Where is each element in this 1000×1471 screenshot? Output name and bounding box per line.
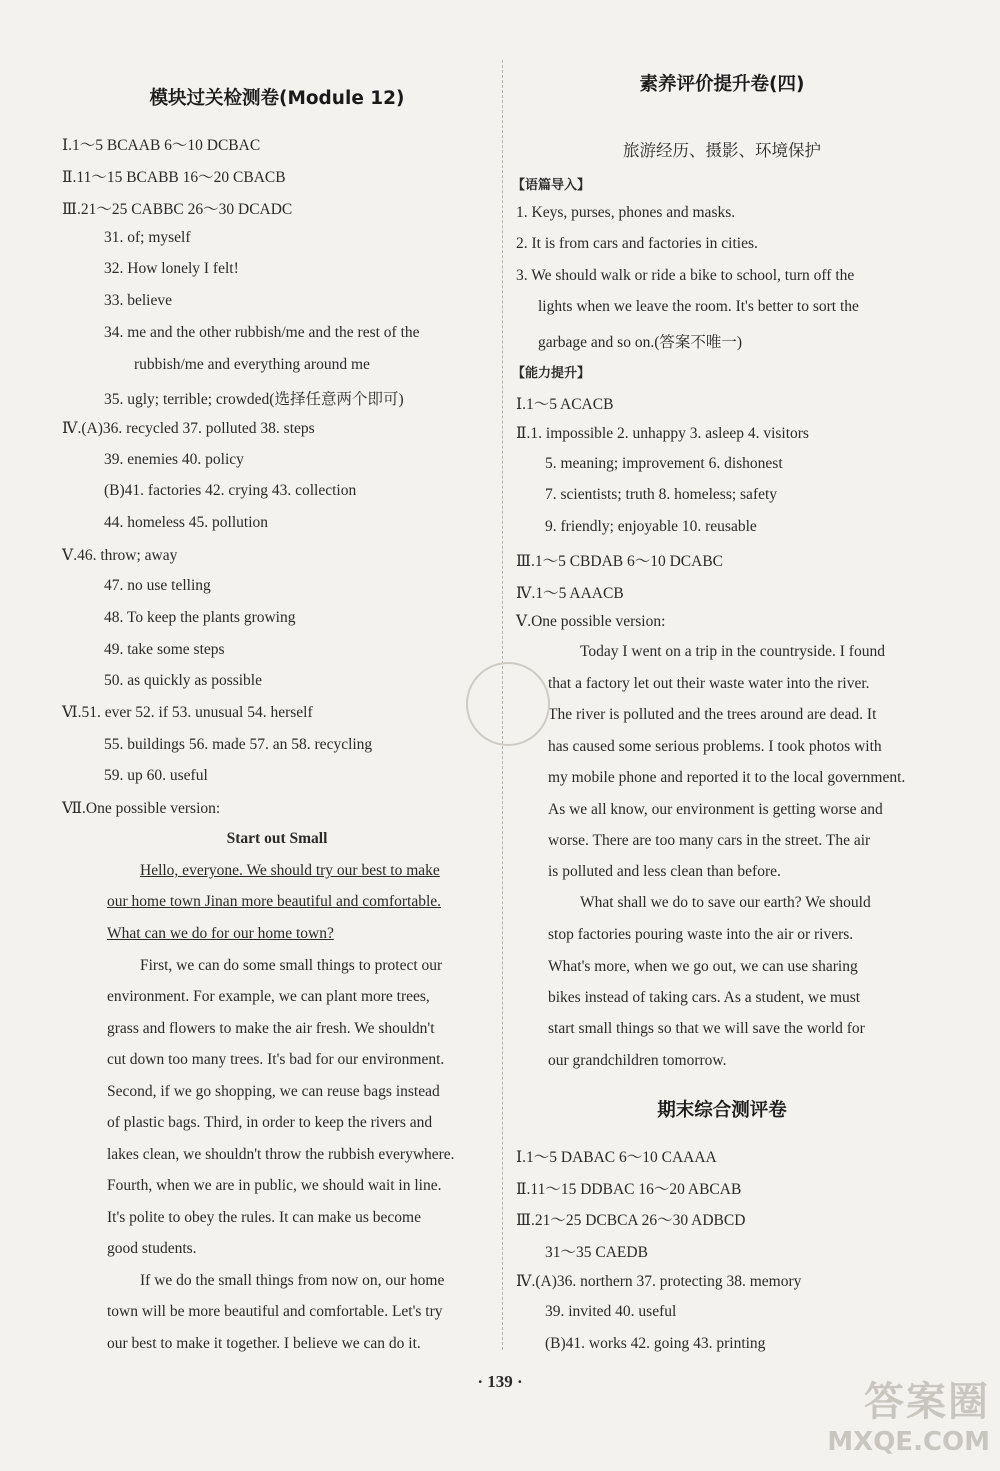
answer-line: 32. How lonely I felt! [104,260,239,277]
essay-line: If we do the small things from now on, our home [140,1272,445,1289]
intro-line: lights when we leave the room. It's better to sort the [538,298,859,315]
faded-stamp [466,662,550,746]
answer-line: 7. scientists; truth 8. homeless; safety [545,486,778,503]
essay-line: of plastic bags. Third, in order to keep the rivers and [107,1114,433,1131]
answer-line: Ⅰ.1～5 DABAC 6～10 CAAAA [516,1149,717,1166]
essay-title: Start out Small [226,830,328,847]
answer-line: Ⅲ.1～5 CBDAB 6～10 DCABC [516,553,724,570]
intro-line: garbage and so on.(答案不唯一) [538,334,743,351]
answer-line: 49. take some steps [104,641,225,658]
answer-line: 39. enemies 40. policy [104,451,244,468]
tag-intro: 【语篇导入】 [512,178,591,193]
essay-line: Today I went on a trip in the countryside. I found [580,643,885,660]
answer-line: 44. homeless 45. pollution [104,514,269,531]
intro-line: 3. We should walk or ride a bike to school, turn off the [516,267,855,284]
essay-line: What can we do for our home town? [107,925,334,942]
essay-line: environment. For example, we can plant more trees, [107,988,430,1005]
answer-line: 34. me and the other rubbish/me and the rest of the [104,324,420,341]
answer-line: 47. no use telling [104,577,211,594]
essay-line: grass and flowers to make the air fresh. We shouldn't [107,1020,435,1037]
answer-line: 5. meaning; improvement 6. dishonest [545,455,783,472]
answer-line: (B)41. works 42. going 43. printing [545,1335,766,1352]
essay-line: our grandchildren tomorrow. [548,1052,727,1069]
essay-line: that a factory let out their waste water into the river. [548,675,870,692]
essay-line: First, we can do some small things to protect our [140,957,443,974]
answer-line: Ⅳ.1～5 AAACB [516,585,624,602]
essay-line: What shall we do to save our earth? We should [580,894,871,911]
page-number: · 139 · [477,1372,523,1391]
answer-line: (B)41. factories 42. crying 43. collection [104,482,357,499]
essay-line: our best to make it together. I believe we can do it. [107,1335,421,1352]
answer-line: 50. as quickly as possible [104,672,262,689]
essay-line: good students. [107,1240,197,1257]
essay-line: What's more, when we go out, we can use sharing [548,958,858,975]
answer-line: Ⅳ.(A)36. recycled 37. polluted 38. steps [62,420,315,437]
answer-line: Ⅱ.11～15 DDBAC 16～20 ABCAB [516,1181,742,1198]
answer-line: 35. ugly; terrible; crowded(选择任意两个即可) [104,391,404,408]
tag-ability: 【能力提升】 [512,366,591,381]
essay-line: The river is polluted and the trees around are dead. It [548,706,877,723]
essay-line: It's polite to obey the rules. It can make us become [107,1209,421,1226]
answer-line: Ⅰ.1～5 BCAAB 6～10 DCBAC [62,137,261,154]
essay-line: has caused some serious problems. I took photos with [548,738,882,755]
answer-line: Ⅴ.46. throw; away [62,547,178,564]
answer-line: 31. of; myself [104,229,191,246]
essay-line: Fourth, when we are in public, we should wait in line. [107,1177,442,1194]
answer-line: Ⅰ.1～5 ACACB [516,396,614,413]
answer-line: Ⅵ.51. ever 52. if 53. unusual 54. herself [62,704,313,721]
answer-line: Ⅴ.One possible version: [516,613,666,630]
answer-line: Ⅲ.21～25 DCBCA 26～30 ADBCD [516,1212,746,1229]
section-subtitle: 旅游经历、摄影、环境保护 [623,141,821,160]
answer-line: Ⅲ.21～25 CABBC 26～30 DCADC [62,201,293,218]
essay-line: our home town Jinan more beautiful and comfortable. [107,893,442,910]
answer-line: 33. believe [104,292,173,309]
answer-line: Ⅳ.(A)36. northern 37. protecting 38. memory [516,1273,802,1290]
essay-line: my mobile phone and reported it to the local government. [548,769,906,786]
answer-line: rubbish/me and everything around me [134,356,370,373]
answer-line: 59. up 60. useful [104,767,208,784]
essay-line: worse. There are too many cars in the street. The air [548,832,871,849]
intro-line: 2. It is from cars and factories in cities. [516,235,758,252]
intro-line: 1. Keys, purses, phones and masks. [516,204,736,221]
answer-line: Ⅶ.One possible version: [62,800,221,817]
answer-line: 55. buildings 56. made 57. an 58. recycling [104,736,373,753]
essay-line: Hello, everyone. We should try our best to make [140,862,440,879]
section-title-literacy4: 素养评价提升卷(四) [639,74,805,95]
essay-line: town will be more beautiful and comfortable. Let's try [107,1303,443,1320]
answer-line: 9. friendly; enjoyable 10. reusable [545,518,757,535]
answer-line: 48. To keep the plants growing [104,609,296,626]
essay-line: As we all know, our environment is getting worse and [548,801,883,818]
watermark-cn: 答案圈 [864,1379,990,1425]
essay-line: Second, if we go shopping, we can reuse bags instead [107,1083,440,1100]
answer-line: 39. invited 40. useful [545,1303,677,1320]
answer-line: Ⅱ.1. impossible 2. unhappy 3. asleep 4. visitors [516,425,809,442]
section-title-final: 期末综合测评卷 [657,1100,787,1121]
essay-line: start small things so that we will save the world for [548,1020,865,1037]
essay-line: lakes clean, we shouldn't throw the rubbish everywhere. [107,1146,455,1163]
essay-line: is polluted and less clean than before. [548,863,781,880]
answer-line: Ⅱ.11～15 BCABB 16～20 CBACB [62,169,286,186]
essay-line: bikes instead of taking cars. As a student, we must [548,989,861,1006]
essay-line: stop factories pouring waste into the air or rivers. [548,926,854,943]
watermark-url: MXQE.COM [827,1427,990,1457]
section-title-module12: 模块过关检测卷(Module 12) [149,88,405,109]
answer-line: 31～35 CAEDB [545,1244,648,1261]
essay-line: cut down too many trees. It's bad for our environment. [107,1051,445,1068]
watermark-logo [827,1370,990,1457]
